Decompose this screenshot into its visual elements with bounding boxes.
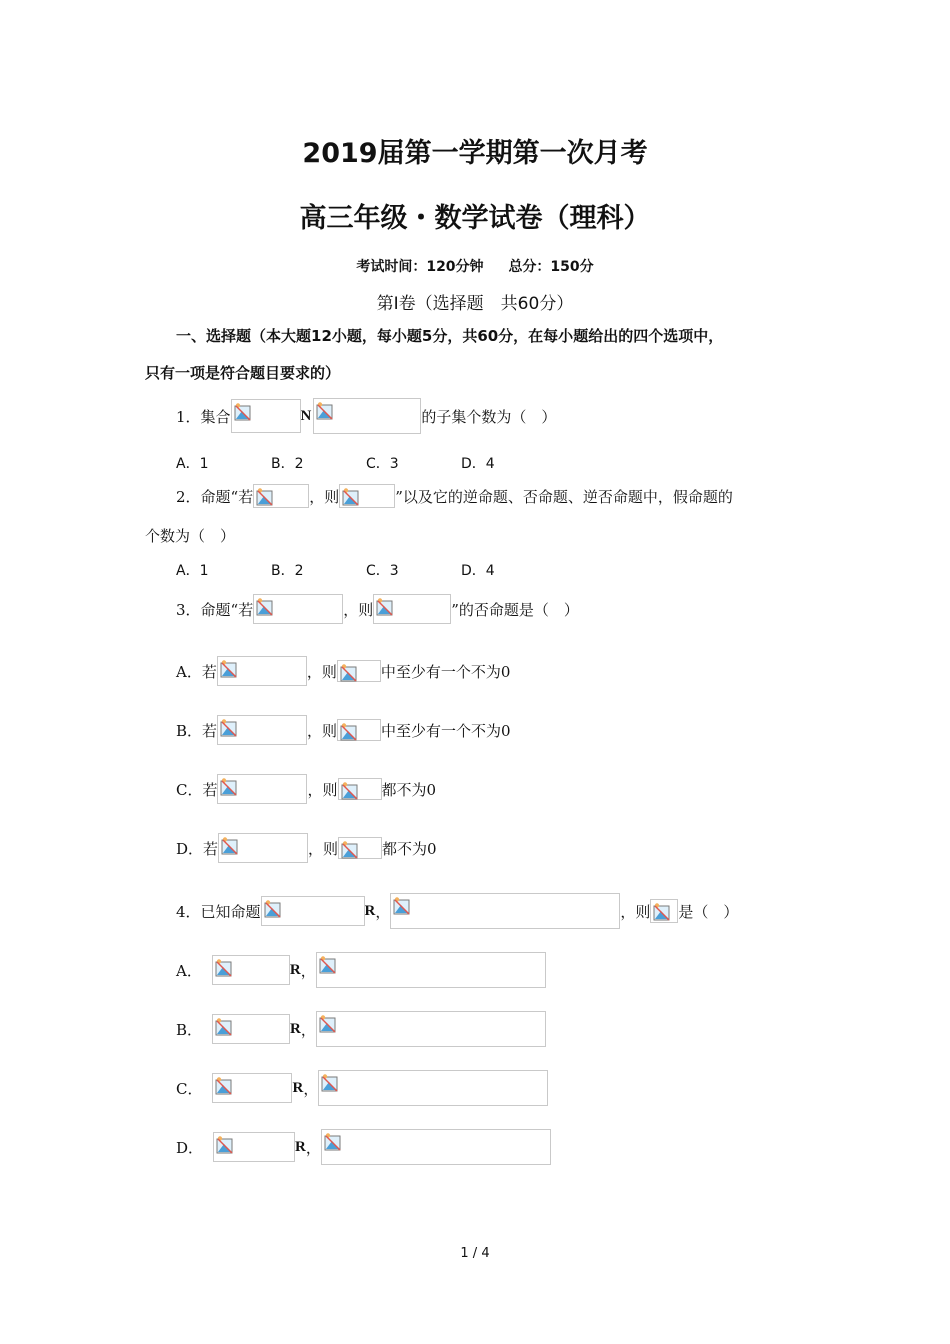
broken-image-icon [217, 656, 307, 686]
q4-option-c-comma: ， [303, 1079, 319, 1098]
q4-option-a-letter: R [289, 961, 301, 978]
q4-option-c [176, 1070, 548, 1106]
q2-option-d: D．4 [461, 563, 495, 579]
q1-letter: N [300, 407, 312, 424]
q4-mid: ，则 [620, 902, 651, 921]
section-title: 第Ⅰ卷（选择题 共60分） [376, 294, 574, 314]
q4-option-d-label: D． [176, 1138, 204, 1157]
q4-option-b-label: B． [176, 1020, 203, 1039]
exam-info [0, 256, 950, 276]
exam-subtitle: 高三年级・数学试卷（理科） [299, 203, 651, 234]
q2-option-a: A．1 [176, 563, 209, 579]
q1-option-d: D．4 [461, 456, 495, 472]
q1-option-b: B．2 [271, 456, 304, 472]
instructions-line2: 只有一项是符合题目要求的） [145, 364, 341, 382]
q1-options [176, 453, 556, 473]
q3-option-a-label: A．若 [176, 662, 217, 681]
q4-option-d-comma: ， [305, 1138, 321, 1157]
exam-total: 总分：150分 [508, 259, 594, 275]
q3-option-c-mid: ，则 [307, 780, 338, 799]
broken-image-icon [253, 594, 343, 624]
q3-option-d-tail: 都不为0 [382, 839, 437, 858]
broken-image-icon [318, 1070, 548, 1106]
question-4 [176, 893, 738, 929]
q3-option-a [176, 656, 510, 686]
broken-image-icon [337, 660, 381, 682]
broken-image-icon [313, 398, 421, 434]
q4-option-b [176, 1011, 546, 1047]
q4-option-d-letter: R [295, 1138, 306, 1155]
q4-suffix: 是（ ） [678, 902, 739, 921]
broken-image-icon [261, 896, 365, 926]
q2-line2: 个数为（ ） [145, 527, 236, 545]
broken-image-icon [218, 833, 308, 863]
broken-image-icon [373, 594, 451, 624]
q1-option-a: A．1 [176, 456, 209, 472]
q3-option-b-label: B．若 [176, 721, 218, 740]
page-number: 1 / 4 [460, 1246, 490, 1261]
q4-option-b-letter: R [290, 1020, 301, 1037]
q3-suffix: ”的否命题是（ ） [451, 600, 579, 619]
broken-image-icon [316, 1011, 546, 1047]
exam-time: 考试时间：120分钟 [356, 259, 484, 275]
q4-option-a [176, 952, 546, 988]
q2-mid: ，则 [309, 487, 340, 506]
q3-option-c-label: C．若 [176, 780, 218, 799]
q3-option-d-label: D．若 [176, 839, 219, 858]
broken-image-icon [253, 484, 309, 508]
q4-option-d [176, 1129, 551, 1165]
question-1 [176, 398, 556, 434]
broken-image-icon [213, 1132, 295, 1162]
q2-prefix: 2．命题“若 [176, 487, 254, 506]
broken-image-icon [316, 952, 546, 988]
exam-title: 2019届第一学期第一次月考 [302, 138, 648, 169]
broken-image-icon [338, 778, 382, 800]
question-2 [176, 484, 733, 508]
q4-letter: R [364, 902, 376, 919]
q3-option-a-tail: 中至少有一个不为0 [380, 662, 511, 681]
broken-image-icon [650, 899, 678, 923]
broken-image-icon [231, 399, 301, 433]
broken-image-icon [212, 1014, 290, 1044]
q3-option-b-mid: ，则 [307, 721, 338, 740]
q3-option-b-tail: 中至少有一个不为0 [381, 721, 511, 740]
q3-option-d-mid: ，则 [308, 839, 339, 858]
broken-image-icon [339, 484, 395, 508]
q3-option-c-tail: 都不为0 [381, 780, 437, 799]
broken-image-icon [337, 719, 381, 741]
broken-image-icon [212, 1073, 292, 1103]
broken-image-icon [338, 837, 382, 859]
q2-option-c: C．3 [366, 563, 399, 579]
q4-option-b-comma: ， [300, 1020, 316, 1039]
q1-option-c: C．3 [366, 456, 399, 472]
q3-option-a-mid: ，则 [306, 662, 337, 681]
question-3 [176, 594, 579, 624]
q4-option-c-label: C． [176, 1079, 203, 1098]
q3-mid: ，则 [343, 600, 374, 619]
q2-options [176, 560, 556, 580]
broken-image-icon [390, 893, 620, 929]
instructions-line1: 一、选择题（本大题12小题，每小题5分，共60分，在每小题给出的四个选项中， [176, 327, 724, 345]
q2-suffix: ”以及它的逆命题、否命题、逆否命题中，假命题的 [395, 487, 733, 506]
broken-image-icon [217, 774, 307, 804]
q3-option-d [176, 833, 437, 863]
broken-image-icon [321, 1129, 551, 1165]
broken-image-icon [212, 955, 290, 985]
q3-option-b [176, 715, 511, 745]
q4-comma: ， [375, 902, 391, 921]
q4-option-a-label: A． [176, 961, 202, 980]
q3-prefix: 3．命题“若 [176, 600, 254, 619]
q4-option-a-comma: ， [300, 961, 316, 980]
q1-prefix: 1．集合 [176, 407, 231, 426]
q4-option-c-letter: R [292, 1079, 304, 1096]
q3-option-c [176, 774, 436, 804]
q1-suffix: 的子集个数为（ ） [421, 407, 557, 426]
q2-option-b: B．2 [271, 563, 304, 579]
broken-image-icon [217, 715, 307, 745]
q4-prefix: 4．已知命题 [176, 902, 261, 921]
